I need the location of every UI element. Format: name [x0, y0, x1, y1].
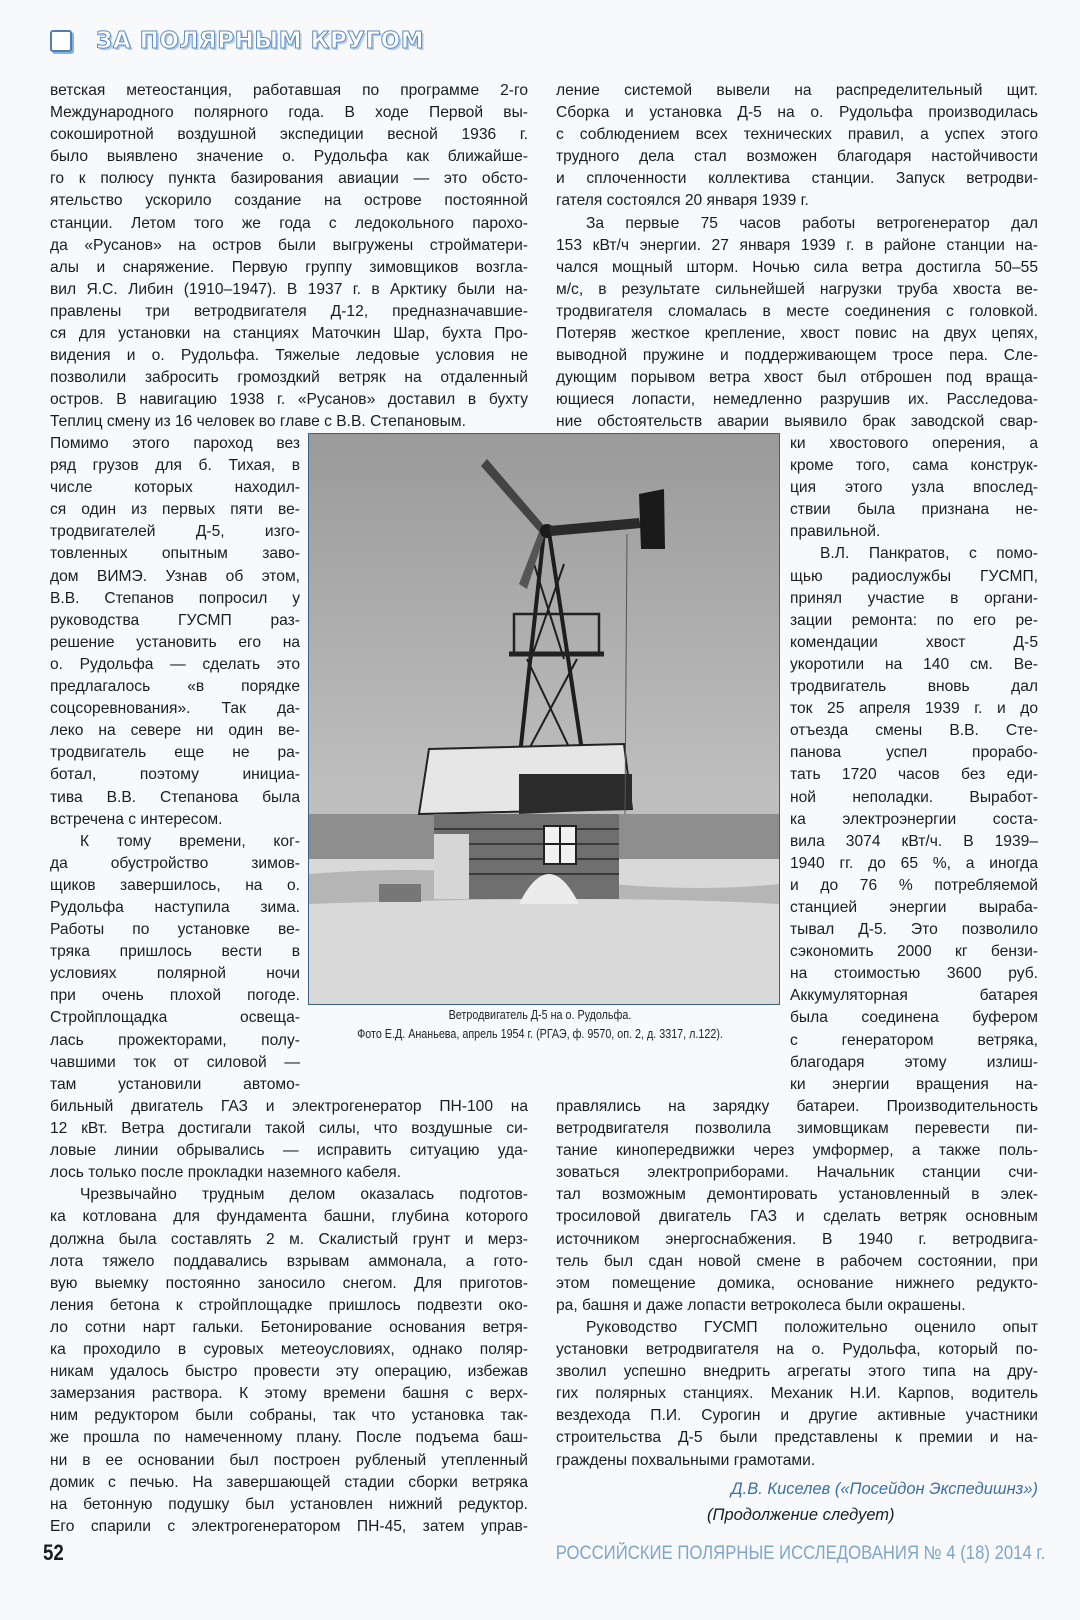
text-line: вездехода П.И. Сурогин и другие активные участники	[556, 1407, 1038, 1425]
text-line: сэкономить 2000 кг бензи-	[790, 943, 1038, 961]
text-line: ним редуктором были собраны, так что установка так-	[50, 1407, 528, 1425]
text-line: при очень плохой погоде.	[50, 987, 300, 1005]
text-line: зации ремонта: по его ре-	[790, 611, 1038, 629]
text-line: комендации хвост Д-5	[790, 633, 1038, 651]
text-line: правильной.	[790, 523, 881, 541]
text-line: Рудольфа наступила зима.	[50, 898, 300, 916]
text-line: тывал Д-5. Это позволило	[790, 921, 1038, 939]
text-line: ки хвостового оперения, а	[790, 435, 1038, 452]
column1-paragraph-top	[50, 80, 528, 434]
text-line: алы и снаряжение. Первую группу зимовщиков возгла-	[50, 258, 528, 276]
text-line: щиков завершилось, на о.	[50, 876, 300, 894]
column2-top	[556, 80, 1038, 434]
column2-bottom	[556, 1096, 1038, 1472]
column2-paragraph-narrow-2	[790, 543, 1038, 1095]
text-line: благодаря этому излиш-	[790, 1053, 1038, 1071]
text-line: ряд грузов для б. Тихая, в	[50, 457, 300, 475]
text-line: ной неполадки. Выработ-	[790, 788, 1038, 806]
column1-bottom	[50, 1096, 528, 1538]
text-line: укоротили на 140 см. Ве-	[790, 655, 1038, 673]
text-line: условиях полярной ночи	[50, 965, 300, 983]
text-line: 1940 гг. до 65 %, а иногда	[790, 854, 1038, 872]
photo-caption	[300, 1006, 780, 1044]
text-line: Помимо этого пароход вез	[50, 435, 300, 452]
text-line: отъезда смены В.В. Сте-	[790, 722, 1038, 740]
text-line: решение установить его на	[50, 633, 300, 651]
text-line: соцсоревнования». Так да-	[50, 700, 300, 718]
text-line: о. Рудольфа — сделать это	[50, 655, 300, 673]
text-line: ся для установки на станциях Маточкин Шар, бухта Про-	[50, 325, 528, 343]
column2-paragraph-bottom-2	[556, 1317, 1038, 1472]
column1-paragraph-bottom	[50, 1096, 528, 1184]
text-line: ция этого узла впослед-	[790, 479, 1038, 497]
text-line: ра, башня и даже лопасти ветроколеса были окрашены.	[556, 1296, 966, 1314]
text-line: ловые линии обрывались — исправить ситуацию уда-	[50, 1142, 528, 1160]
text-line: на бетонную подушку был установлен нижний редуктор.	[50, 1495, 528, 1513]
text-line: За первые 75 часов работы ветрогенератор дал	[586, 214, 1038, 232]
text-line: на стоимостью 3600 руб.	[790, 965, 1038, 983]
text-line: дующим порывом ветра хвост был отброшен под враща-	[556, 369, 1038, 387]
text-line: да «Русанов» на остров были выгружены стройматери-	[50, 236, 528, 254]
text-line: ствии была признана не-	[790, 501, 1038, 519]
text-line: правлялись на зарядку батареи. Производительность	[556, 1098, 1038, 1115]
journal-title: РОССИЙСКИЕ ПОЛЯРНЫЕ ИССЛЕДОВАНИЯ № 4 (18) 2014 г.	[555, 1543, 1045, 1564]
text-line: ление системой вывели на распределительный щит.	[556, 82, 1038, 99]
column1-paragraph-narrow-2	[50, 831, 300, 1096]
text-line: лось только после прокладки наземного кабеля.	[50, 1164, 401, 1182]
text-line: да обустройство зимов-	[50, 854, 300, 872]
section-header	[50, 26, 424, 56]
text-line: никам удалось быстро провести эту операцию, избежав	[50, 1363, 528, 1381]
text-line: ятельство ускорило создание на острове постоянной	[50, 192, 528, 210]
text-line: ботал, поэтому инициа-	[50, 766, 300, 784]
column2-paragraph-top	[556, 80, 1038, 213]
text-line: вую выемку постоянно заносило снегом. Для приготов-	[50, 1274, 528, 1292]
text-line: В.В. Степанов попросил у	[50, 589, 300, 607]
text-line: чался мощный шторм. Ночью сила ветра достигла 50–55	[556, 258, 1038, 276]
text-line: Потеряв жесткое крепление, хвост повис на двух цепях,	[556, 325, 1038, 343]
text-line: вила 3074 кВт/ч. В 1939–	[790, 832, 1038, 850]
caption-line-1: Ветродвигатель Д-5 на о. Рудольфа.	[448, 1008, 632, 1022]
text-line: 12 кВт. Ветра достигали такой силы, что воздушные си-	[50, 1120, 528, 1138]
text-line: граждены похвальными грамотами.	[556, 1451, 816, 1469]
text-line: гателя состоялся 20 января 1939 г.	[556, 192, 809, 210]
text-line: В.Л. Панкратов, с помо-	[820, 545, 1038, 563]
text-line: руководства ГУСМП раз-	[50, 611, 300, 629]
column1-paragraph-bottom-2	[50, 1184, 528, 1538]
column2-paragraph-bottom	[556, 1096, 1038, 1317]
wind-turbine-photo	[308, 433, 780, 1005]
text-line: дом ВИМЭ. Узнав об этом,	[50, 567, 300, 585]
column1-top	[50, 80, 528, 434]
text-line: ло сотни нарт гальки. Бетонирование основания ветря-	[50, 1318, 528, 1336]
caption-line-2: Фото Е.Д. Ананьева, апрель 1954 г. (РГАЭ, ф. 9570, оп. 2, д. 3317, л.122).	[357, 1027, 723, 1041]
text-line: ни в ее основании был построен рубленый утепленный	[50, 1451, 528, 1469]
text-line: сокоширотной воздушной экспедиции весной 1936 г.	[50, 126, 528, 144]
text-line: К тому времени, ког-	[80, 832, 300, 850]
text-line: лась прожекторами, полу-	[50, 1031, 300, 1049]
text-line: установки ветродвигателя на о. Рудольфа, который по-	[556, 1341, 1038, 1359]
text-line: гих полярных станциях. Механик Н.И. Карпов, водитель	[556, 1385, 1038, 1403]
page-number: 52	[43, 1540, 64, 1565]
text-line: Стройплощадка освеща-	[50, 1009, 300, 1027]
text-line: бильный двигатель ГАЗ и электрогенератор ПН-100 на	[50, 1098, 528, 1115]
text-line: ка проходило в суровых метеоусловиях, однако поляр-	[50, 1341, 528, 1359]
column2-narrow	[790, 433, 1038, 1096]
text-line: домик с печью. На завершающей стадии сборки ветряка	[50, 1473, 528, 1491]
text-line: лота тяжело поддавались взрывам аммонала, а гото-	[50, 1252, 528, 1270]
sled	[379, 884, 421, 902]
text-line: чавшими ток от силовой —	[50, 1053, 300, 1071]
text-line: позволили забросить громоздкий ветряк на отдаленный	[50, 369, 528, 387]
text-line: числе которых находил-	[50, 479, 300, 497]
text-line: принял участие в органи-	[790, 589, 1038, 607]
text-line: тродвигателей Д-5, изго-	[50, 523, 300, 541]
text-line: Чрезвычайно трудным делом оказалась подготов-	[80, 1186, 528, 1204]
text-line: была соединена буфером	[790, 1009, 1038, 1027]
text-line: Теплиц смену из 16 человек во главе с В.В. Степановым.	[50, 413, 466, 431]
text-line: зоваться электроприборами. Начальник станции счи-	[556, 1164, 1038, 1182]
text-line: видения и о. Рудольфа. Тяжелые ледовые условия не	[50, 347, 528, 365]
column2-paragraph-narrow	[790, 433, 1038, 543]
text-line: ка котлована для фундамента башни, глубина которого	[50, 1208, 528, 1226]
text-line: Аккумуляторная батарея	[790, 987, 1038, 1005]
column1-paragraph-narrow	[50, 433, 300, 831]
text-line: вил Я.С. Либин (1910–1947). В 1937 г. в Арктику были на-	[50, 280, 528, 298]
text-line: тросиловой двигатель ГАЗ и сделать ветряк основным	[556, 1208, 1038, 1226]
text-line: источником энергоснабжения. В 1940 г. ветродвига-	[556, 1230, 1038, 1248]
text-line: ток 25 апреля 1939 г. и до	[790, 700, 1038, 718]
text-line: ветродвигателя позволила зимовщикам перевести пи-	[556, 1120, 1038, 1138]
text-line: зволил успешно внедрить агрегаты этого типа на дру-	[556, 1363, 1038, 1381]
text-line: тродвигателя сломалась в месте соединения с головкой.	[556, 302, 1038, 320]
text-line: предлагалось «в порядке	[50, 678, 300, 696]
text-line: правлены три ветродвигателя Д-12, предназначавшие-	[50, 302, 528, 320]
text-line: тродвигатель вновь дал	[790, 678, 1038, 696]
text-line: станцией энергии выраба-	[790, 898, 1038, 916]
square-bullet-icon	[50, 30, 72, 52]
text-line: этом помещение домика, основание нижнего редукто-	[556, 1274, 1038, 1292]
text-line: Руководство ГУСМП положительно оценило опыт	[586, 1318, 1038, 1336]
text-line: было выявлено значение о. Рудольфа как ближайше-	[50, 148, 528, 166]
text-line: трудного дела стал возможен благодаря настойчивости	[556, 148, 1038, 166]
text-line: Сборка и установка Д-5 на о. Рудольфа производилась	[556, 104, 1038, 122]
text-line: щью радиослужбы ГУСМП,	[790, 567, 1038, 585]
text-line: замерзания раствора. К этому времени башня с верх-	[50, 1385, 528, 1403]
text-line: 153 кВт/ч энергии. 27 января 1939 г. в районе станции на-	[556, 236, 1038, 254]
text-line: тива В.В. Степанова была	[50, 788, 300, 806]
text-line: Его спарили с электрогенератором ПН-45, затем управ-	[50, 1517, 528, 1535]
text-line: го к полюсу пункта базирования авиации — это обсто-	[50, 170, 528, 188]
text-line: строительства Д-5 были представлены к премии и на-	[556, 1429, 1038, 1447]
text-line: остров. В навигацию 1938 г. «Русанов» доставил в бухту	[50, 391, 528, 409]
text-line: встречена с интересом.	[50, 810, 223, 828]
text-line: товленных опытным заво-	[50, 545, 300, 563]
wind-turbine-illustration	[309, 434, 779, 1004]
text-line: ющиеся лопасти, немедленно разрушив их. Расследова-	[556, 391, 1038, 409]
text-line: Международного полярного года. В ходе Первой вы-	[50, 104, 528, 122]
text-line: тание кинопередвижки через умформер, а также поль-	[556, 1142, 1038, 1160]
text-line: ся один из первых пяти ве-	[50, 501, 300, 519]
column2-paragraph-top-2	[556, 213, 1038, 434]
continued-note: (Продолжение следует)	[707, 1506, 895, 1524]
text-line: тель был сдан новой смене в рабочем состоянии, при	[556, 1252, 1038, 1270]
text-line: тать 1720 часов без еди-	[790, 766, 1038, 784]
text-line: м/с, в результате сильнейшей нагрузки труба хвоста ве-	[556, 280, 1038, 298]
text-line: тал возможным демонтировать установленный в элек-	[556, 1186, 1038, 1204]
text-line: тряка пришлось вести в	[50, 943, 300, 961]
text-line: ления бетона к стройплощадке пришлось подвезти око-	[50, 1296, 528, 1314]
section-title: ЗА ПОЛЯРНЫМ КРУГОМ	[96, 28, 425, 54]
column1-narrow	[50, 433, 300, 1096]
text-line: леко на севере ни один ве-	[50, 722, 300, 740]
text-line: тродвигатель еще не ра-	[50, 744, 300, 762]
text-line: станции. Летом того же года с ледокольного парохо-	[50, 214, 528, 232]
text-line: и до 76 % потребляемой	[790, 876, 1038, 894]
text-line: там установили автомо-	[50, 1075, 300, 1093]
text-line: панова успел прорабо-	[790, 744, 1038, 762]
text-line: кроме того, сама конструк-	[790, 457, 1038, 475]
text-line: с соблюдением всех технических правил, а успех этого	[556, 126, 1038, 144]
text-line: ка электроэнергии соста-	[790, 810, 1038, 828]
house-door	[434, 834, 469, 899]
text-line: же прошла по намеченному плану. После подъема баш-	[50, 1429, 528, 1447]
text-line: должна была составлять 2 м. Скалистый грунт и мерз-	[50, 1230, 528, 1248]
text-line: Работы по установке ве-	[50, 921, 300, 939]
text-line: с генератором ветряка,	[790, 1031, 1038, 1049]
text-line: и сплоченности коллектива станции. Запуск ветродви-	[556, 170, 1038, 188]
text-line: выводной пружине и поддерживающем тросе пера. Сле-	[556, 347, 1038, 365]
text-line: ветская метеостанция, работавшая по программе 2-го	[50, 82, 528, 99]
author-credit: Д.В. Киселев («Посейдон Экспедишнз»)	[731, 1480, 1038, 1498]
text-line: ние обстоятельств аварии выявило брак заводской свар-	[556, 413, 1038, 431]
text-line: ки энергии вращения на-	[790, 1075, 1038, 1093]
